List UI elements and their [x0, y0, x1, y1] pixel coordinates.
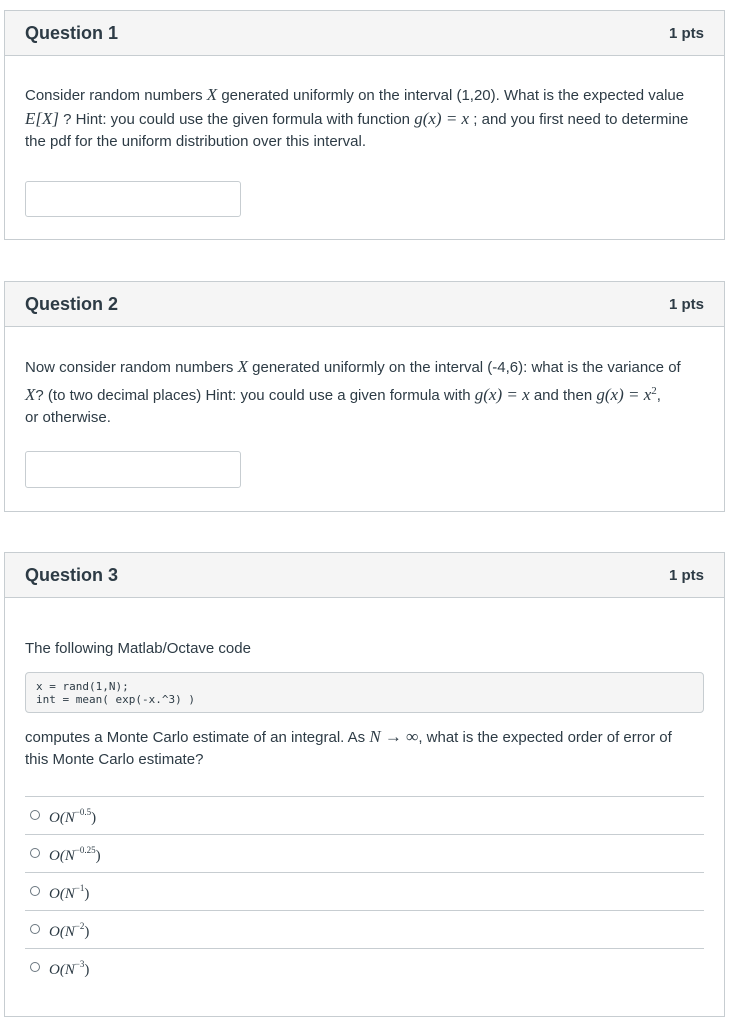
question-header — [5, 553, 724, 598]
question-text — [5, 56, 724, 154]
option-exponent: −2 — [74, 920, 85, 931]
text-segment: this Monte Carlo estimate? — [25, 751, 204, 768]
option-close: ) — [91, 809, 97, 826]
math-x: X — [25, 384, 36, 404]
text-segment: Consider random numbers — [25, 87, 207, 104]
question-3 — [4, 552, 725, 1017]
option-close: ) — [95, 847, 101, 864]
question-points: 1 pts — [668, 295, 704, 313]
question-title: Question 3 — [25, 564, 119, 585]
text-segment: generated uniformly on the interval (-4,6): what is the variance of — [247, 359, 681, 376]
radio-button[interactable] — [30, 848, 40, 858]
radio-button[interactable] — [30, 886, 40, 896]
option-close: ) — [84, 885, 90, 902]
math-gx-squared: g(x) = x — [596, 384, 652, 404]
question-1 — [4, 10, 725, 240]
option-label — [49, 915, 89, 944]
answer-option[interactable] — [25, 834, 704, 872]
question-title: Question 1 — [25, 22, 119, 43]
option-label — [49, 877, 89, 906]
option-exponent: −0.5 — [74, 806, 92, 817]
answer-input[interactable] — [25, 451, 241, 488]
code-intro: The following Matlab/Octave code — [25, 640, 251, 657]
radio-button[interactable] — [30, 962, 40, 972]
text-segment: , — [656, 386, 661, 404]
radio-button[interactable] — [30, 810, 40, 820]
option-base: O(N — [49, 961, 75, 978]
code-line: x = rand(1,N); — [36, 679, 129, 693]
question-text — [25, 726, 704, 772]
radio-button[interactable] — [30, 924, 40, 934]
option-close: ) — [84, 961, 90, 978]
option-base: O(N — [49, 885, 75, 902]
answer-option[interactable] — [25, 948, 704, 986]
question-2 — [4, 281, 725, 512]
option-label — [49, 953, 89, 982]
math-expectation: E[X] — [25, 108, 59, 128]
option-exponent: −0.25 — [74, 844, 96, 855]
option-base: O(N — [49, 847, 75, 864]
answer-option[interactable] — [25, 796, 704, 834]
option-exponent: −1 — [74, 882, 85, 893]
answer-option[interactable] — [25, 910, 704, 948]
text-segment: ; and you first need to determine the pdf for the uniform distribution over this interval. — [25, 110, 689, 150]
question-text — [5, 327, 724, 430]
text-segment: Now consider random numbers — [25, 359, 238, 376]
text-segment: or otherwise. — [25, 409, 111, 426]
question-title: Question 2 — [25, 293, 119, 314]
math-exponent: 2 — [651, 384, 657, 397]
option-base: O(N — [49, 809, 75, 826]
math-x: X — [237, 357, 248, 376]
math-x: X — [206, 85, 218, 104]
text-segment: and then — [529, 386, 597, 404]
question-points: 1 pts — [668, 566, 704, 584]
math-limit: N → ∞ — [369, 726, 419, 746]
text-segment: ? Hint: you could use the given formula with function — [59, 110, 415, 128]
math-gx: g(x) = x — [414, 108, 470, 128]
answer-option[interactable] — [25, 872, 704, 910]
math-gx: g(x) = x — [474, 384, 530, 404]
question-header — [5, 282, 724, 327]
answer-options — [25, 796, 704, 986]
option-base: O(N — [49, 923, 75, 940]
option-close: ) — [84, 923, 90, 940]
code-line: int = mean( exp(-x.^3) ) — [36, 692, 195, 706]
option-label — [49, 839, 101, 868]
text-segment: ? (to two decimal places) Hint: you could use a given formula with — [35, 386, 475, 404]
option-exponent: −3 — [74, 958, 85, 969]
answer-input[interactable] — [25, 181, 241, 217]
text-segment: generated uniformly on the interval (1,20). What is the expected value — [217, 87, 685, 104]
code-block — [25, 672, 704, 713]
text-segment: , what is the expected order of error of — [418, 728, 672, 746]
question-header — [5, 11, 724, 56]
question-points: 1 pts — [668, 24, 704, 42]
text-segment: computes a Monte Carlo estimate of an integral. As — [25, 728, 370, 746]
option-label — [49, 801, 96, 830]
